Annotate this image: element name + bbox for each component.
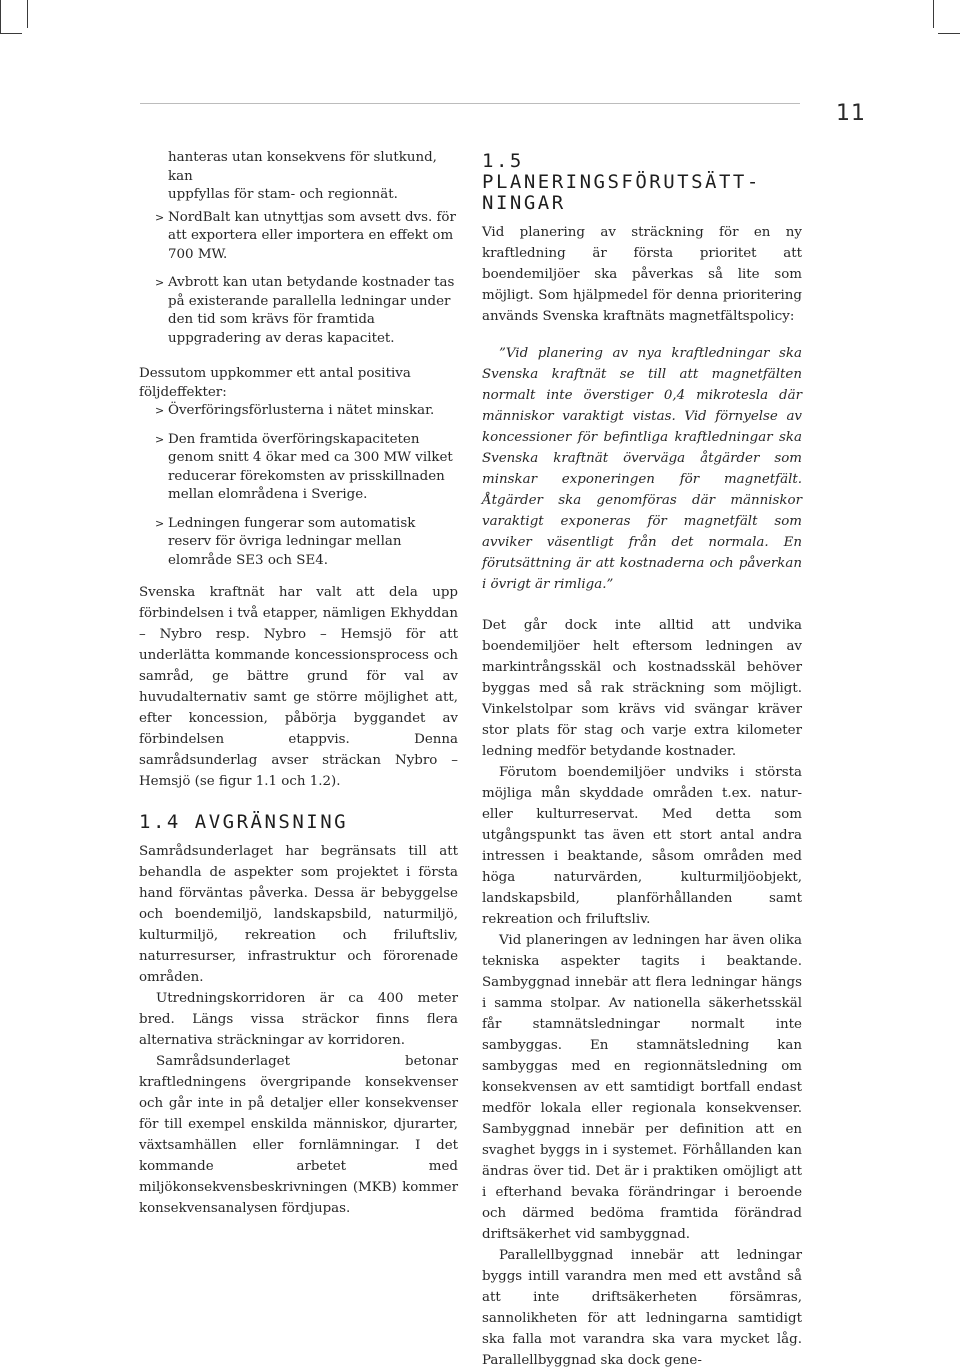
intro-line-2: uppfyllas för stam- och regionnät.	[168, 187, 398, 202]
bullet-item: > Avbrott kan utan betydande kostnader tas på existerande parallella ledningar under den tid som krävs för framtida uppgradering av deras kapacitet.	[139, 274, 458, 348]
left-column	[139, 149, 458, 1219]
crop-mark-top-left-h	[0, 33, 22, 34]
para-avgransning-3: Samrådsunderlaget betonar kraftledningens övergripande konsekvenser och går inte in på detaljer eller konsekvenser för till exempel enskilda människor, djurarter, växtsamhällen eller fornlämningar. I det kommande arbetet med miljökonsekvensbeskrivningen (MKB) kommer konsekvensanalysen fördjupas.	[139, 1054, 458, 1216]
para-planering-4: Vid planeringen av ledningen har även olika tekniska aspekter tagits i beaktande. Sambyggnad innebär att flera ledningar hängs i samma stolpar. Av nationella säkerhetsskäl får stamnätsledningar normalt inte sambyggas. En stamnätsledning kan sambyggas med en regionnätsledning om konsekvensen av ett samtidigt bortfall endast medför lokala eller regionala konsekvenser. Sambyggnad innebär per definition att en svaghet byggs in i systemet. Förhållanden kan ändras över tid. Det är i praktiken omöjligt att i efterhand bevaka förändringar i beroende och därmed bedöma framtida förändrad driftsäkerhet vid sambyggnad.	[482, 933, 802, 1242]
bullet-item: > NordBalt kan utnyttjas som avsett dvs. för att exportera eller importera en effekt om 700 MW.	[139, 209, 458, 265]
section-heading-1-4: 1.4 AVGRÄNSNING	[139, 811, 349, 833]
para-planering-1: Vid planering av sträckning för en ny kraftledning är första prioritet att boendemiljöer ska påverkas så lite som möjligt. Som hjälpmedel för denna prioritering används Svenska kraftnäts magnetfältspolicy:	[482, 225, 802, 324]
crop-mark-top-inner-left	[27, 0, 28, 28]
bullet-list-b	[139, 402, 458, 570]
bullet-item: > Ledningen fungerar som automatisk reserv för övriga ledningar mellan elområde SE3 och SE4.	[139, 515, 458, 571]
para-planering-5: Parallellbyggnad innebär att ledningar byggs intill varandra men med ett avstånd så att inte driftsäkerheten försämras, sannolikheten för att ledningarna samtidigt ska falla mot varandra ska vara mycket låg. Parallellbyggnad ska dock gene-	[482, 1248, 802, 1368]
para-planering-3: Förutom boendemiljöer undviks i största möjliga mån skyddade områden t.ex. natur- eller kulturreservat. Med detta som utgångspunkt tas även ett stort antal andra intressen i beaktande, såsom områden med höga naturvärden, kulturmiljöobjekt, landskapsbild, planförhållanden samt rekreation och friluftsliv.	[482, 765, 802, 927]
page-number: 11	[836, 101, 866, 126]
intro-line-1: hanteras utan konsekvens för slutkund, kan	[168, 150, 437, 184]
bullet-item: > Överföringsförlusterna i nätet minskar.	[139, 402, 458, 421]
header-rule	[140, 103, 800, 104]
para-avgransning-1: Samrådsunderlaget har begränsats till att behandla de aspekter som projektet i första hand förväntas påverka. Dessa är bebyggelse och boendemiljö, landskapsbild, naturmiljö, kulturmiljö, rekreation och friluftsliv, naturresurser, infrastruktur och förorenade områden.	[139, 844, 458, 985]
para-planering-2: Det går dock inte alltid att undvika boendemiljöer helt eftersom ledningen av markintrångsskäl och kostnadsskäl behöver byggas med så rak sträckning som möjligt. Vinkelstolpar som krävs vid svängar kräver stor plats för stag och varje extra kilometer ledning medför betydande kostnader.	[482, 618, 802, 759]
section-heading-1-5-line2: NINGAR	[482, 192, 566, 214]
bullet-item: > Den framtida överföringskapaciteten genom snitt 4 ökar med ca 300 MW vilket reducerar förekomsten av prisskillnaden mellan elområdena i Sverige.	[139, 431, 458, 505]
crop-mark-top-right-h	[938, 33, 960, 34]
magnetfalt-policy-quote: ”Vid planering av nya kraftledningar ska Svenska kraftnät se till att magnetfälten normalt inte överstiger 0,4 mikrotesla där människor varaktigt vistas. Vid förnyelse av koncessioner för befintliga kraftledningar ska Svenska kraftnät överväga åtgärder som minskar exponeringen för magnetfält. Åtgärder ska genomföras där människor varaktigt exponeras för magnetfält som avviker väsentligt från det normala. En förutsättning är att kostnaderna och påverkan i övrigt är rimliga.”	[482, 346, 802, 592]
para-avgransning-2: Utredningskorridoren är ca 400 meter bred. Längs vissa sträckor finns flera alternativa sträckningar av korridoren.	[139, 991, 458, 1048]
section-heading-1-5-line1: 1.5 PLANERINGSFÖRUTSÄTT-	[482, 150, 761, 193]
right-column	[482, 151, 802, 1371]
positive-intro: Dessutom uppkommer ett antal positiva följdeffekter:	[139, 366, 411, 400]
crop-mark-top-left-v	[0, 0, 1, 34]
crop-mark-top-right-v	[933, 0, 934, 28]
bullet-list-a	[139, 209, 458, 349]
para-etapper: Svenska kraftnät har valt att dela upp förbindelsen i två etapper, nämligen Ekhyddan – Nybro resp. Nybro – Hemsjö för att underlätta kommande koncessionsprocess och samråd, ge bättre grund för val av huvudalternativ samt ge större möjlighet att, efter koncession, påbörja byggandet av förbindelsen etappvis. Denna samrådsunderlag avser sträckan Nybro – Hemsjö (se figur 1.1 och 1.2).	[139, 585, 458, 789]
